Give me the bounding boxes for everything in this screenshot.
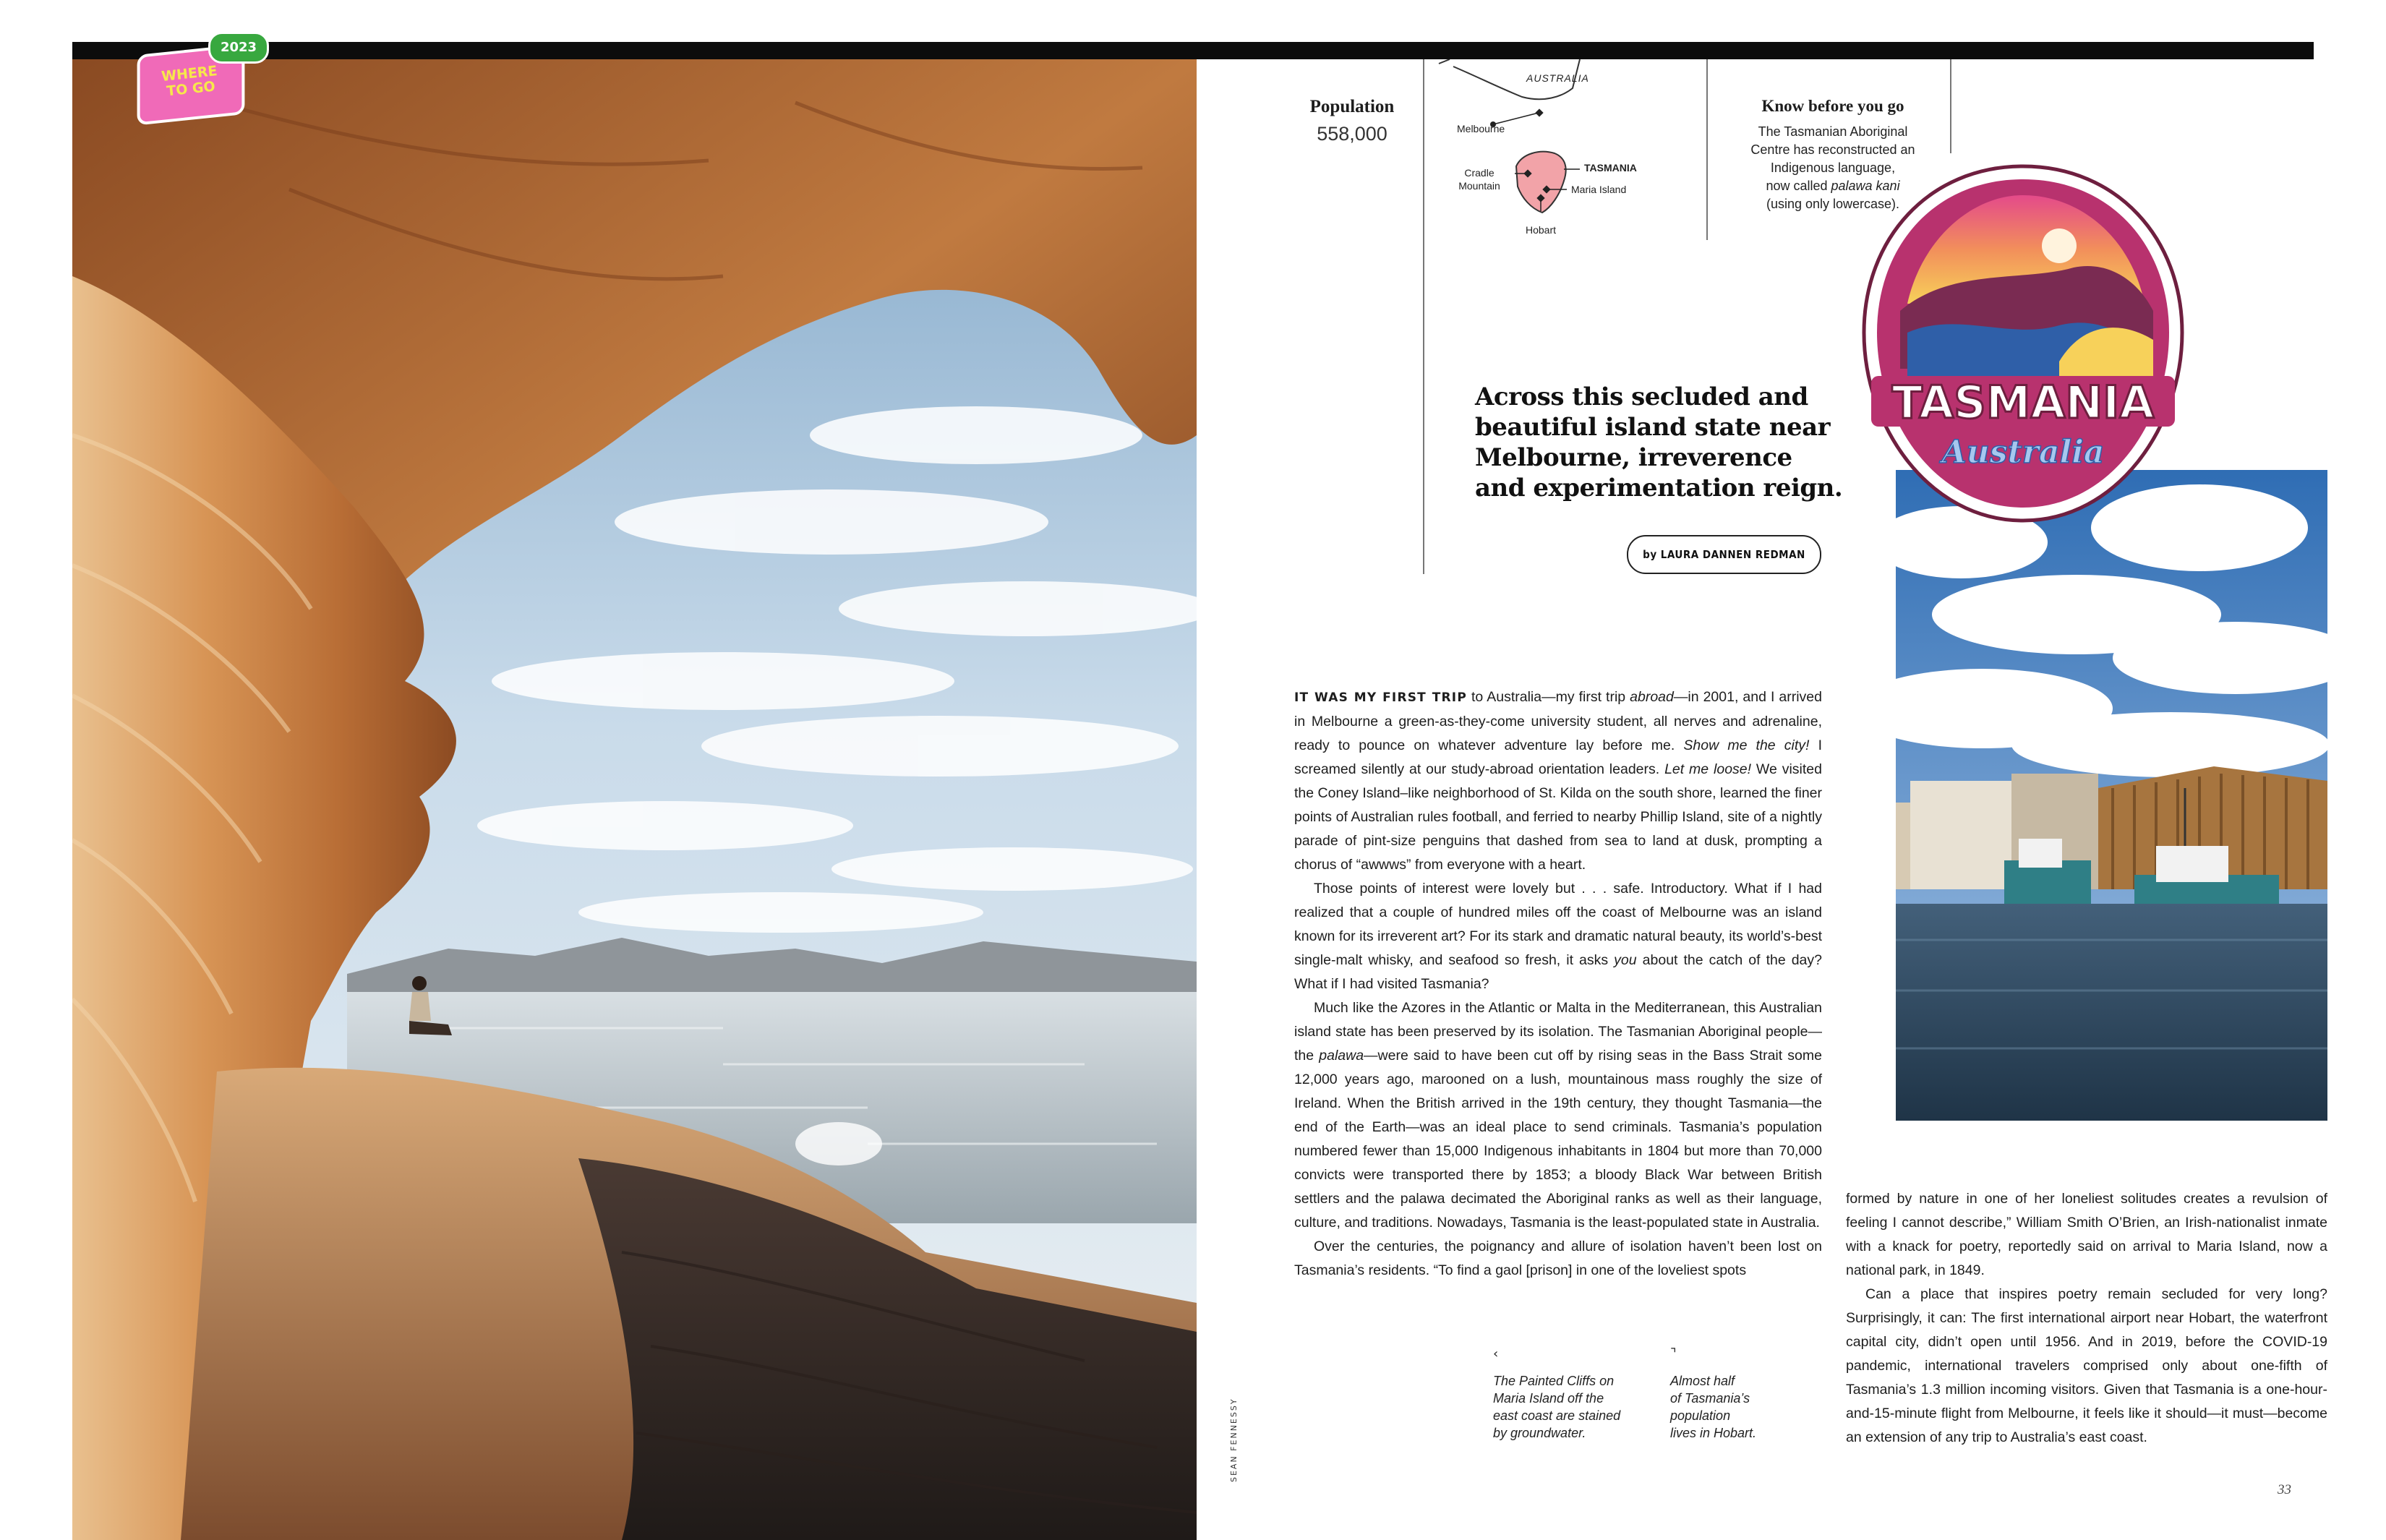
headline-line2: beautiful island state near <box>1475 413 1831 442</box>
map-label-cradle <box>1454 166 1505 192</box>
article-paragraph-4: Over the centuries, the poignancy and allure of isolation haven’t been lost on Tasmania’s residents. “To find a gaol [prison] in one of the loveliest spots <box>1294 1239 1822 1278</box>
article-paragraph-1 <box>1294 685 1822 877</box>
article-em: you <box>1614 952 1637 968</box>
article-text: about the catch of the day? What if I had visited Tasmania? <box>1294 952 1822 992</box>
map-label-cradle-line1: Cradle <box>1464 167 1495 179</box>
caption-right-line4: lives in Hobart. <box>1670 1426 1757 1440</box>
caption-left-line1: The Painted Cliffs on <box>1493 1374 1615 1388</box>
hobart-harbour-photo <box>1896 470 2327 1121</box>
caption-left-line3: east coast are stained <box>1493 1408 1621 1423</box>
caption-right-corner-icon: ⌝ <box>1670 1346 1677 1361</box>
page-number: 33 <box>2278 1482 2291 1497</box>
tasmania-sticker <box>1842 159 2204 535</box>
know-before-line4: now called <box>1766 179 1831 193</box>
article-em: palawa <box>1319 1048 1364 1064</box>
map-label-maria: Maria Island <box>1571 184 1627 195</box>
article-paragraph-6: Can a place that inspires poetry remain secluded for very long? Surprisingly, it can: The first international airport near Hobart, the waterfront capital city, didn’t open until 1956. And in 2019, before the COVID-19 pandemic, international travelers comprised only about one-fifth of Tasmania’s 1.3 million incoming visitors. Given that Tasmania is a one-hour-and-15-minute flight from Melbourne, it feels like it should—it must—become an extension of any trip to Australia’s east coast. <box>1846 1286 2327 1445</box>
headline-line4: and experimentation reign. <box>1475 474 1843 502</box>
sticker-subtitle: Australia <box>1941 434 2105 471</box>
article-text: I screamed silently at our study-abroad orientation leaders. <box>1294 737 1822 777</box>
article-em: abroad <box>1630 689 1674 705</box>
top-rule <box>72 42 2314 59</box>
caption-painted-cliffs <box>1493 1372 1652 1442</box>
article-paragraph-5: formed by nature in one of her loneliest solitudes creates a revulsion of feeling I cannot describe,” William Smith O’Brien, an Irish-nationalist inmate with a knack for poetry, reportedly said on arrival to Maria Island, now a national park, in 1849. <box>1846 1191 2327 1278</box>
know-before-line1: The Tasmanian Aboriginal <box>1758 124 1908 139</box>
photo-credit: SEAN FENNESSY <box>1229 1398 1239 1482</box>
badge-label-line2: TO GO <box>166 78 216 100</box>
article-text: —were said to have been cut off by rising seas in the Bass Strait some 12,000 years ago, marooned on a lush, mountainous mass roughly the size of Ireland. When the British arrived in the 19th century, they thought Tasmania—the end of the Earth—was an ideal place to send criminals. Tasmania’s population numbered fewer than 15,000 Indigenous inhabitants in 1804 but more than 70,000 convicts were transported there by 1853; a bloody Black War between British settlers and the palawa decimated the Aboriginal ranks as well as their language, culture, and traditions. Nowadays, Tasmania is the least-populated state in Australia. <box>1294 1048 1822 1231</box>
caption-right-line3: population <box>1670 1408 1731 1423</box>
caption-left-line4: by groundwater. <box>1493 1426 1586 1440</box>
article-text: Those points of interest were lovely but . . . safe. Introductory. What if I had realized that a couple of hundred miles off the coast of Melbourne was an island known for its irreverent art? For its stark and dramatic natural beauty, its world’s-best single-malt whisky, and seafood so fresh, it asks <box>1294 881 1822 968</box>
article-column-1 <box>1294 685 1822 1283</box>
know-before-line2: Centre has reconstructed an <box>1750 142 1915 157</box>
article-text: We visited the Coney Island–like neighborhood of St. Kilda on the south shore, learned the finer points of Australian rules football, and ferried to nearby Phillip Island, site of a nightly parade of pint-size penguins that dashed from sea to land at dusk, prompting a chorus of “awwws” from everyone with a heart. <box>1294 761 1822 873</box>
map-label-hobart: Hobart <box>1526 224 1557 236</box>
map-label-cradle-line2: Mountain <box>1458 180 1500 192</box>
article-lead-in: IT WAS MY FIRST TRIP <box>1294 690 1467 705</box>
caption-left-arrow-icon: ‹ <box>1493 1346 1499 1361</box>
article-em: Show me the city! <box>1683 737 1810 753</box>
map-label-melbourne: Melbourne <box>1457 123 1505 134</box>
population-label: Population <box>1309 97 1395 116</box>
sticker-title: TASMANIA <box>1891 376 2155 429</box>
divider-right <box>1950 59 1951 153</box>
article-paragraph-2 <box>1294 877 1822 996</box>
caption-right-line1: Almost half <box>1670 1374 1735 1388</box>
know-before-line3: Indigenous language, <box>1770 161 1896 175</box>
article-paragraph-3 <box>1294 996 1822 1235</box>
map-label-australia: AUSTRALIA <box>1526 72 1589 84</box>
headline-line3: Melbourne, irreverence <box>1475 443 1792 472</box>
article-text: Much like the Azores in the Atlantic or Malta in the Mediterranean, this Australian island state has been preserved by its isolation. The Tasmanian Aboriginal people—the <box>1294 1000 1822 1064</box>
caption-hobart <box>1670 1372 1815 1442</box>
badge-label-line1: WHERE <box>161 63 218 85</box>
population-value: 558,000 <box>1317 123 1387 145</box>
divider-left <box>1423 59 1424 574</box>
article-text: —in 2001, and I arrived in Melbourne a green-as-they-come university student, all nerves and adrenaline, ready to pounce on whatever adventure lay before me. <box>1294 689 1823 753</box>
article-em: Let me loose! <box>1664 761 1752 777</box>
locator-map <box>1435 59 1717 247</box>
byline: by LAURA DANNEN REDMAN <box>1627 535 1821 574</box>
badge-year: 2023 <box>208 32 269 64</box>
know-before-title: Know before you go <box>1761 97 1904 115</box>
caption-left-line2: Maria Island off the <box>1493 1391 1604 1406</box>
where-to-go-badge <box>123 27 275 121</box>
know-before-line5: (using only lowercase). <box>1766 197 1900 211</box>
painted-cliffs-photo <box>72 59 1197 1540</box>
map-label-tasmania: TASMANIA <box>1584 162 1637 174</box>
article-text: to Australia—my first trip <box>1466 689 1630 705</box>
know-before-language: palawa kani <box>1831 179 1900 193</box>
headline <box>1475 382 1851 503</box>
article-column-2 <box>1846 1187 2327 1450</box>
headline-line1: Across this secluded and <box>1475 382 1808 411</box>
caption-right-line2: of Tasmania’s <box>1670 1391 1750 1406</box>
